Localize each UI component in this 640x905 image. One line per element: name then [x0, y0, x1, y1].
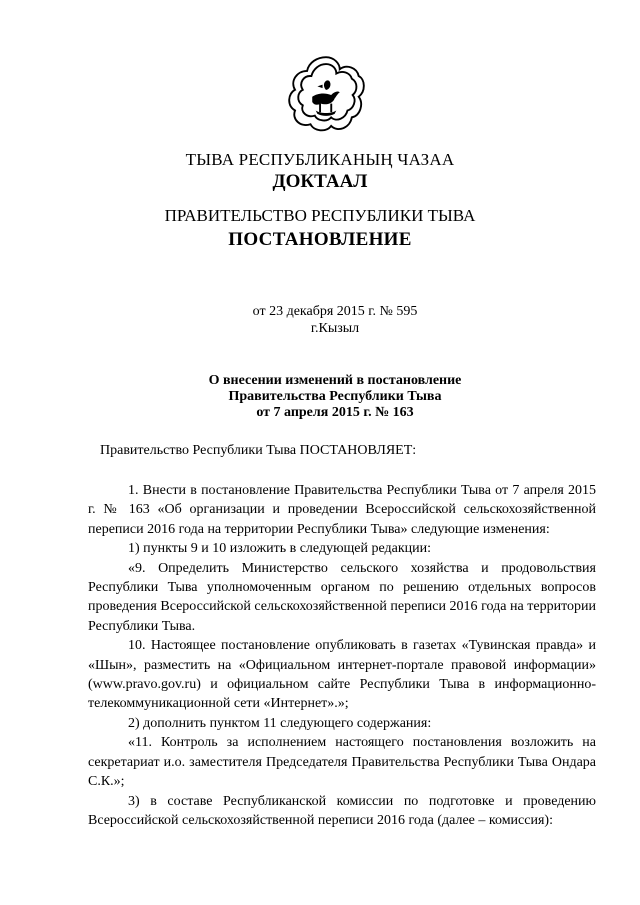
- header-postanovlenie: ПОСТАНОВЛЕНИЕ: [228, 229, 412, 250]
- title-line-1: О внесении изменений в постановление: [208, 373, 462, 388]
- header-republic-tyvan: ТЫВА РЕСПУБЛИКАНЫҢ ЧАЗАА: [185, 150, 455, 169]
- header-government: ПРАВИТЕЛЬСТВО РЕСПУБЛИКИ ТЫВА: [164, 206, 476, 225]
- coat-of-arms-emblem: [283, 52, 369, 138]
- title-line-3: от 7 апреля 2015 г. № 163: [256, 405, 414, 420]
- paragraph-2: 1) пункты 9 и 10 изложить в следующей редакции:: [128, 541, 432, 557]
- paragraph-1: 1. Внести в постановление Правительства Республики Тыва от 7 апреля 2015 г. № 163 «Об организации и проведении Всероссийской сельскохозяйственной переписи 2016 года на территории Республики Тыва» следующие изменения:: [88, 483, 596, 537]
- intro-paragraph: [88, 441, 596, 460]
- paragraph-6: «11. Контроль за исполнением настоящего постановления возложить на секретариат и.о. заместителя Председателя Правительства Республики Тыва Ондара С.К.»;: [88, 735, 596, 790]
- document-body: [88, 481, 596, 830]
- paragraph-3: «9. Определить Министерство сельского хозяйства и продовольствия Республики Тыва уполномоченным органом по решению отдельных вопросов проведения Всероссийской сельскохозяйственной переписи 2016 года на территории Республики Тыва.: [88, 560, 596, 634]
- document-title: [0, 373, 640, 421]
- paragraph-7: 3) в составе Республиканской комиссии по подготовке и проведению Всероссийской сельскохозяйственной переписи 2016 года (далее – комиссия):: [88, 793, 596, 828]
- paragraph-4: 10. Настоящее постановление опубликовать в газетах «Тувинская правда» и «Шын», разместить на «Официальном интернет-портале правовой информации» (www.pravo.gov.ru) и официальном сайте Республики Тыва в информационно-телекоммуникационной сети «Интернет».»;: [88, 638, 596, 712]
- header-doktaal: ДОКТААЛ: [272, 171, 368, 192]
- document-date: от 23 декабря 2015 г. № 595: [252, 304, 418, 319]
- paragraph-5: 2) дополнить пунктом 11 следующего содержания:: [128, 715, 432, 731]
- title-line-2: Правительства Республики Тыва: [228, 389, 442, 404]
- document-city: г.Кызыл: [310, 321, 360, 336]
- intro-text: Правительство Республики Тыва ПОСТАНОВЛЯЕТ:: [100, 443, 417, 458]
